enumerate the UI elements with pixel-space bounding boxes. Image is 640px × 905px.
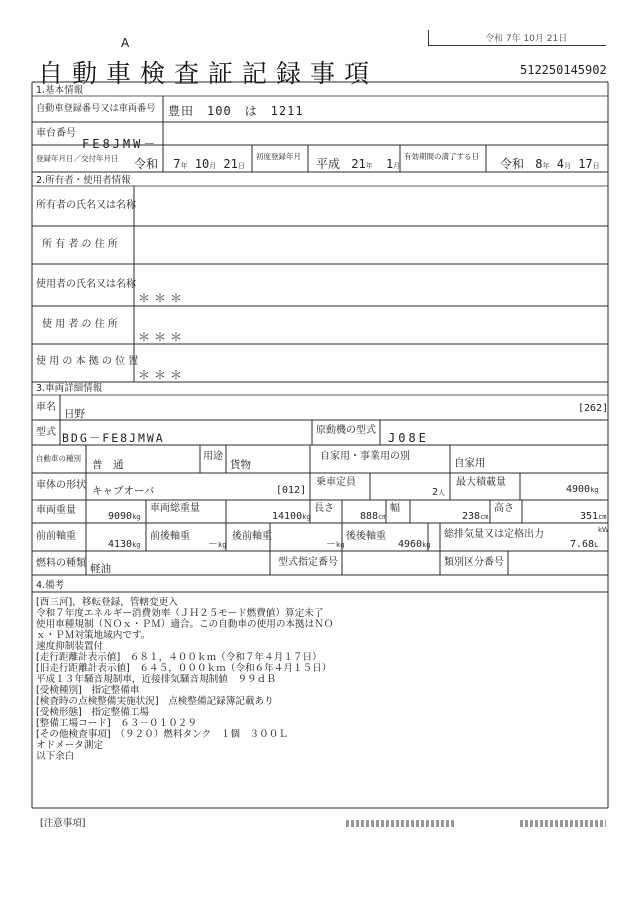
user-address-value: ＊＊＊: [138, 330, 187, 344]
model-value: BDG－FE8JMWA: [62, 431, 165, 445]
vehicle-weight-number: 9090: [108, 511, 133, 522]
section-vehicle-heading: 3.車両詳細情報: [36, 383, 103, 394]
first-registration-label: 初度登録年月: [256, 152, 301, 161]
owner-address-label: 所 有 者 の 住 所: [42, 239, 118, 250]
first-month: 1: [385, 157, 394, 171]
rear-rear-axle-label: 後後軸重: [346, 531, 386, 542]
form-letter: A: [121, 36, 130, 50]
length-label: 長さ: [314, 503, 334, 514]
issue-day-unit: 日: [237, 162, 245, 170]
displacement-unit: L: [594, 541, 599, 549]
rear-rear-axle-value: [398, 540, 431, 550]
registration-number-label: 自動車登録番号又は車両番号: [36, 103, 156, 114]
first-registration-value: [316, 158, 400, 170]
issue-year: 7: [173, 157, 181, 171]
issue-month-unit: 月: [209, 162, 217, 170]
vehicle-weight-unit: kg: [132, 513, 141, 521]
body-shape-code: [012]: [276, 485, 307, 496]
remarks-line: 平成１３年騒音規制車，近接排気騒音規制値 ９９ｄＢ: [36, 674, 276, 685]
user-name-label: 使用者の氏名又は名称: [36, 279, 136, 290]
model-label: 型式: [36, 427, 56, 438]
expiry-date-value: [500, 158, 600, 170]
make-value: 日野: [64, 408, 85, 420]
first-year-unit: 年: [365, 162, 373, 170]
owner-name-label: 所有者の氏名又は名称: [36, 200, 136, 211]
corner-date-text: 令和 7年 10月 21日: [485, 34, 568, 44]
length-unit: cm: [378, 513, 387, 521]
width-label: 幅: [390, 503, 400, 514]
first-month-unit: 月: [393, 162, 401, 170]
vehicle-weight-label: 車両重量: [36, 505, 76, 516]
fuel-type-value: 軽油: [90, 563, 111, 575]
height-unit: cm: [598, 513, 607, 521]
user-address-label: 使 用 者 の 住 所: [42, 319, 118, 330]
private-business-value: 自家用: [454, 457, 486, 469]
use-value: 貨物: [230, 459, 251, 471]
base-location-label: 使 用 の 本 拠 の 位 置: [36, 356, 139, 367]
remarks-line: [旧走行距離計表示値] ６４５，０００ｋｍ（令和６年４月１５日）: [36, 663, 332, 674]
height-number: 351: [580, 511, 599, 522]
document-number: 512250145902: [520, 63, 607, 77]
gross-weight-label: 車両総重量: [150, 503, 200, 514]
expiry-date-label: 有効期間の満了する日: [404, 152, 479, 161]
rear-front-axle-unit: kg: [336, 541, 345, 549]
capacity-label: 乗車定員: [316, 477, 356, 488]
width-value: [462, 512, 489, 522]
displacement-value: [570, 540, 598, 550]
max-load-value: [566, 485, 599, 495]
notes-heading: [注意事項]: [40, 818, 86, 829]
issue-month: 10: [194, 157, 210, 171]
expiry-day-unit: 日: [592, 162, 600, 170]
rear-rear-axle-unit: kg: [422, 541, 431, 549]
remarks-line: オドメータ測定: [36, 740, 104, 751]
user-name-value: ＊＊＊: [138, 291, 187, 305]
footer-print-marks-left: [346, 820, 456, 827]
front-front-axle-number: 4130: [108, 539, 133, 550]
capacity-number: 2: [432, 487, 439, 498]
issue-year-unit: 年: [180, 162, 188, 170]
base-location-value: ＊＊＊: [138, 368, 187, 382]
expiry-month-unit: 月: [563, 162, 571, 170]
document-title: 自動車検査証記録事項: [38, 59, 379, 88]
height-label: 高さ: [494, 503, 514, 514]
issue-era: 令和: [134, 157, 159, 171]
gross-weight-number: 14100: [272, 511, 303, 522]
capacity-unit: 人: [438, 489, 446, 497]
max-load-label: 最大積載量: [456, 477, 506, 488]
make-label: 車名: [36, 402, 56, 413]
section-owner-heading: 2.所有者・使用者情報: [36, 175, 131, 186]
vehicle-kind-label: 自動車の種別: [36, 454, 81, 463]
displacement-label: 総排気量又は定格出力: [444, 529, 544, 540]
remarks-line: [その他検査事項] （９２０）燃料タンク １個 ３００Ｌ: [36, 729, 288, 740]
vehicle-kind-value: 普 通: [92, 459, 124, 471]
front-rear-axle-value: [208, 540, 226, 550]
displacement-number: 7.68: [570, 539, 595, 550]
gross-weight-unit: kg: [302, 513, 311, 521]
remarks-line: 以下余白: [36, 751, 75, 762]
displacement-kw-unit: kW: [598, 526, 609, 534]
front-front-axle-label: 前前軸重: [36, 531, 76, 542]
use-label: 用途: [203, 451, 223, 462]
issue-date-value: [134, 158, 245, 170]
front-rear-axle-unit: kg: [218, 541, 227, 549]
remarks-line: [整備工場コード] ６３－０１０２９: [36, 718, 197, 729]
class-number-label: 類別区分番号: [444, 557, 504, 568]
vehicle-weight-value: [108, 512, 141, 522]
remarks-line: ｘ・ＰＭ対策地域内です。: [36, 630, 151, 641]
front-rear-axle-number: －: [208, 539, 218, 550]
type-approval-label: 型式指定番号: [278, 557, 338, 568]
fuel-type-label: 燃料の種類: [36, 558, 86, 569]
front-front-axle-unit: kg: [132, 541, 141, 549]
body-shape-label: 車体の形状: [36, 480, 86, 491]
rear-rear-axle-number: 4960: [398, 539, 423, 550]
remarks-block: [36, 597, 606, 762]
remarks-line: 使用車種規制（ＮＯｘ・ＰＭ）適合。この自動車の使用の本拠はＮＯ: [36, 619, 334, 630]
capacity-value: [432, 488, 445, 498]
expiry-year-unit: 年: [542, 162, 550, 170]
body-shape-value: キャブオーバ: [92, 485, 155, 497]
first-era: 平成: [316, 157, 341, 171]
footer-print-marks-right: [520, 820, 606, 827]
expiry-year: 8: [535, 157, 543, 171]
front-rear-axle-label: 前後軸重: [150, 531, 190, 542]
width-unit: cm: [480, 513, 489, 521]
chassis-number-value: FE8JMW－: [82, 137, 159, 151]
engine-model-value: J08E: [388, 431, 429, 445]
max-load-number: 4900: [566, 484, 591, 495]
remarks-line: [酉三河]，移転登録，管轄変更入: [36, 597, 178, 608]
height-value: [580, 512, 607, 522]
width-number: 238: [462, 511, 481, 522]
expiry-day: 17: [578, 157, 593, 171]
section-remarks-heading: 4.備考: [36, 580, 65, 591]
chassis-number-label: 車台番号: [36, 128, 76, 139]
issue-day: 21: [223, 157, 238, 171]
remarks-line: [受検種別] 指定整備車: [36, 685, 140, 696]
rear-front-axle-value: [326, 540, 344, 550]
section-basic-heading: 1.基本情報: [36, 85, 84, 96]
remarks-line: [受検形態] 指定整備工場: [36, 707, 150, 718]
length-value: [360, 512, 387, 522]
rear-front-axle-number: －: [326, 539, 336, 550]
expiry-era: 令和: [500, 157, 525, 171]
first-year: 21: [351, 157, 366, 171]
expiry-month: 4: [556, 157, 564, 171]
gross-weight-value: [272, 512, 311, 522]
remarks-line: 速度抑制装置付: [36, 641, 104, 652]
issue-date-label: 登録年月日／交付年月日: [36, 154, 119, 163]
front-front-axle-value: [108, 540, 141, 550]
remarks-line: [検査時の点検整備実施状況] 点検整備記録簿記載あり: [36, 696, 274, 707]
remarks-line: 令和７年度エネルギー消費効率（ＪＨ２５モード燃費値）算定未了: [36, 608, 324, 619]
length-number: 888: [360, 511, 379, 522]
max-load-unit: kg: [590, 486, 599, 494]
make-code: [262]: [578, 403, 609, 414]
remarks-line: [走行距離計表示値] ６８１，４００ｋｍ（令和７年４月１７日）: [36, 652, 322, 663]
rear-front-axle-label: 後前軸重: [232, 531, 272, 542]
private-business-label: 自家用・事業用の別: [320, 451, 410, 462]
engine-model-label: 原動機の型式: [316, 425, 376, 436]
registration-number-value: 豊田 100 は 1211: [168, 104, 304, 118]
